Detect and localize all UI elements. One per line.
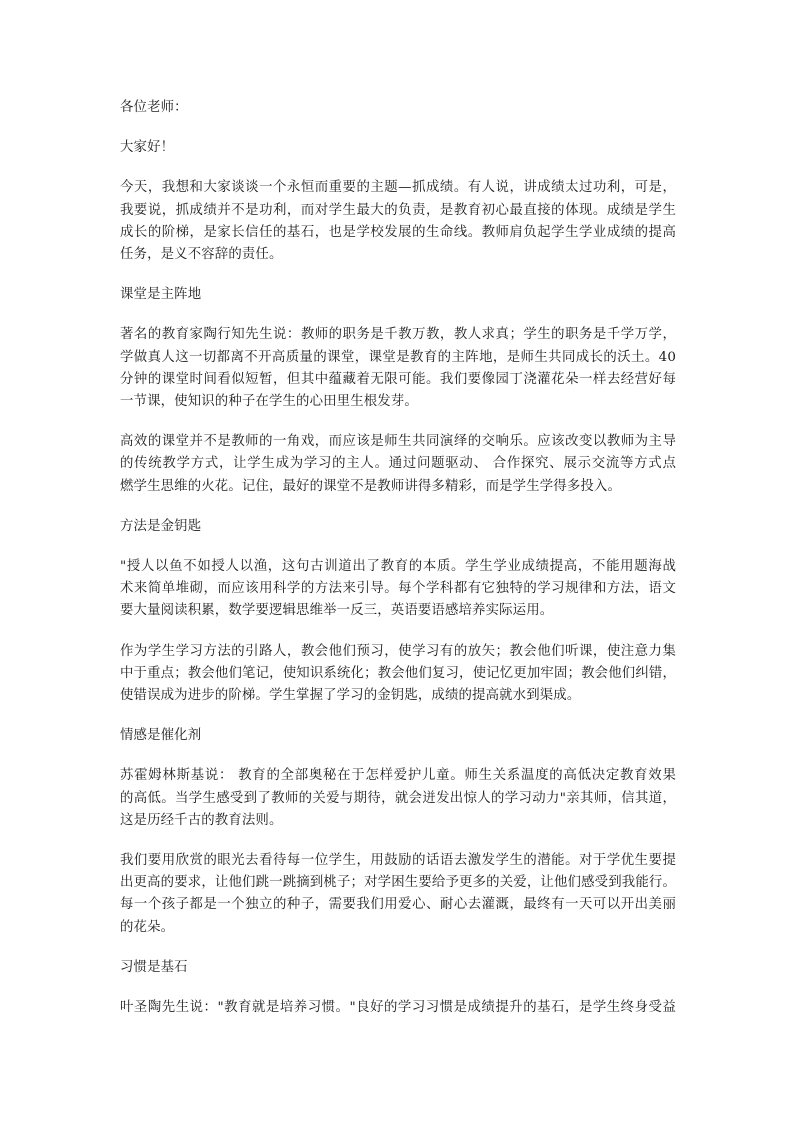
text-line: 我们要用欣赏的眼光去看待每一位学生，用鼓励的话语去激发学生的潜能。对于学优生要提 [120, 853, 676, 869]
text-line: 著名的教育家陶行知先生说：教师的职务是千教万教，教人求真；学生的职务是千学万学， [120, 327, 676, 343]
section-paragraph [120, 324, 676, 413]
salutation: 各位老师： [120, 100, 188, 115]
intro-paragraph [120, 177, 676, 266]
text-line: 高效的课堂并不是教师的一角戏，而应该是师生共同演绎的交响乐。应该改变以教师为主导 [120, 434, 676, 450]
text-line: 这是历经千古的教育法则。 [120, 812, 283, 828]
section-paragraph [120, 431, 676, 498]
section-heading-classroom: 课堂是主阵地 [120, 287, 202, 303]
text-line: 苏霍姆林斯基说： 教育的全部奥秘在于怎样爱护儿童。师生关系温度的高低决定教育效果 [120, 768, 676, 784]
text-line: 叶圣陶先生说："教育就是培养习惯。"良好的学习习惯是成绩提升的基石，是学生终身受益 [120, 1000, 676, 1016]
section-paragraph [120, 556, 676, 623]
text-line: 学做真人这一切都离不开高质量的课堂，课堂是教育的主阵地，是师生共同成长的沃土。40 [120, 349, 676, 365]
text-line: 我要说，抓成绩并不是功利，而对学生最大的负责，是教育初心最直接的体现。成绩是学生 [120, 202, 676, 218]
greeting: 大家好！ [120, 140, 175, 156]
section-heading-habit: 习惯是基石 [120, 959, 188, 975]
section-paragraph [120, 850, 676, 939]
text-line: 今天，我想和大家谈谈一个永恒而重要的主题—抓成绩。有人说，讲成绩太过功利，可是， [120, 180, 676, 196]
text-line: 使错误成为进步的阶梯。学生掌握了学习的金钥匙，成绩的提高就水到渠成。 [120, 688, 581, 704]
text-line: 出更高的要求，让他们跳一跳摘到桃子；对学困生要给予更多的关爱，让他们感受到我能行。 [120, 875, 676, 891]
section-paragraph [120, 997, 676, 1019]
text-line: 每一个孩子都是一个独立的种子，需要我们用爱心、耐心去灌溉，最终有一天可以开出美丽 [120, 897, 676, 913]
text-line: "授人以鱼不如授人以渔，这句古训道出了教育的本质。学生学业成绩提高，不能用题海战 [120, 559, 676, 575]
text-line: 一节课，使知识的种子在学生的心田里生根发芽。 [120, 394, 418, 410]
text-line: 成长的阶梯，是家长信任的基石，也是学校发展的生命线。教师肩负起学生学业成绩的提高 [120, 224, 676, 240]
text-line: 燃学生思维的火花。记住，最好的课堂不是教师讲得多精彩，而是学生学得多投入。 [120, 478, 622, 494]
text-line: 中于重点；教会他们笔记，使知识系统化；教会他们复习，使记忆更加牢固；教会他们纠错， [120, 665, 676, 681]
section-heading-emotion: 情感是催化剂 [120, 728, 202, 744]
text-line: 术来简单堆砌，而应该用科学的方法来引导。每个学科都有它独特的学习规律和方法，语文 [120, 581, 676, 597]
text-line: 要大量阅读积累，数学要逻辑思维举一反三，英语要语感培养实际运用。 [120, 603, 554, 619]
section-paragraph [120, 641, 676, 708]
text-line: 的花朵。 [120, 919, 175, 935]
section-heading-method: 方法是金钥匙 [120, 518, 202, 534]
text-line: 的传统教学方式，让学生成为学习的主人。通过问题驱动、 合作探究、展示交流等方式点 [120, 456, 676, 472]
text-line: 作为学生学习方法的引路人，教会他们预习，使学习有的放矢；教会他们听课，使注意力集 [120, 643, 676, 659]
text-line: 任务，是义不容辞的责任。 [120, 247, 283, 263]
text-line: 的高低。当学生感受到了教师的关爱与期待，就会迸发出惊人的学习动力"亲其师，信其道， [120, 790, 676, 806]
section-paragraph [120, 765, 676, 832]
text-line: 分钟的课堂时间看似短暂，但其中蕴藏着无限可能。我们要像园丁浇灌花朵一样去经营好每 [120, 371, 676, 387]
document-page [120, 97, 676, 1037]
